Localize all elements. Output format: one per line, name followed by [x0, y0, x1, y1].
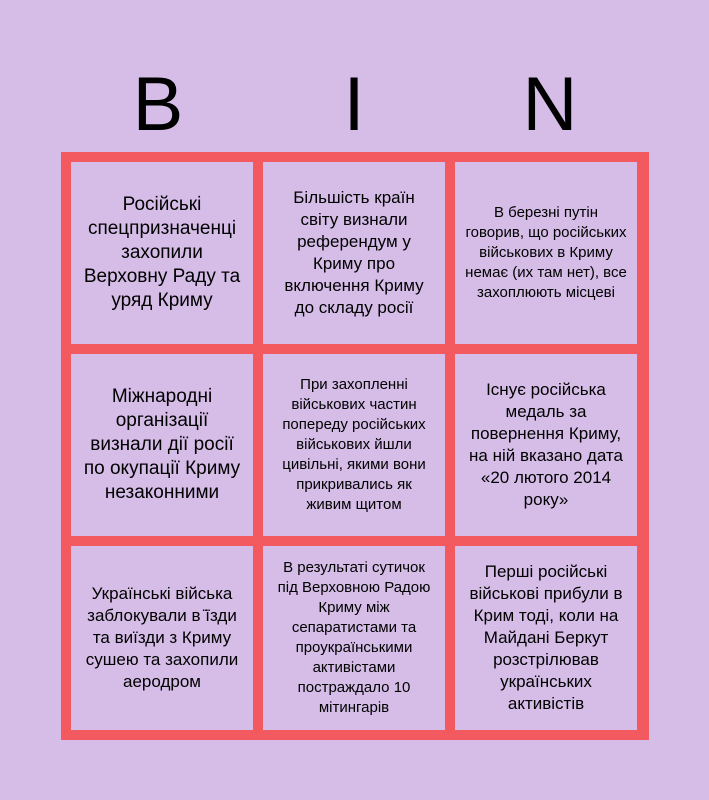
bingo-cell-5[interactable] — [263, 354, 445, 536]
bingo-cell-3[interactable] — [455, 162, 637, 344]
header-letter-b: B — [132, 62, 184, 147]
bingo-cell-text: Українські війська заблокували в ̈їзди та виїзди з Криму сушею та захопили аеродром — [85, 584, 239, 691]
bingo-cell-text: При захопленні військових частин попереду російських військових йшли цивільні, якими вони прикривались як живим щитом — [282, 376, 426, 513]
bingo-cell-text: Існує російська медаль за повернення Криму, на ній вказано дата «20 лютого 2014 року» — [469, 380, 623, 509]
bingo-cell-text: Російські спецпризначенці захопили Верховну Раду та уряд Криму — [83, 194, 241, 311]
bingo-cell-text: В березні путін говорив, що російських військових в Криму немає (их там нет), все захоплюють місцеві — [465, 204, 627, 301]
bingo-cell-6[interactable] — [455, 354, 637, 536]
bingo-cell-7[interactable] — [71, 546, 253, 730]
bingo-cell-9[interactable] — [455, 546, 637, 730]
bingo-cell-text: Перші російські військові прибули в Крим тоді, коли на Майдані Беркут розстрілював українських активістів — [469, 562, 623, 713]
bingo-board — [61, 152, 649, 740]
header-letter-i: I — [343, 62, 365, 147]
bingo-cell-text: В результаті сутичок під Верховною Радою Криму між сепаратистами та проукраїнськими активістами постраждало 10 мітингарів — [277, 559, 431, 716]
bingo-cell-2[interactable] — [263, 162, 445, 344]
bingo-cell-4[interactable] — [71, 354, 253, 536]
header-letter-n: N — [522, 62, 578, 147]
bingo-cell-8[interactable] — [263, 546, 445, 730]
bingo-cell-text: Більшість країн світу визнали референдум у Криму про включення Криму до складу росії — [284, 188, 424, 317]
bingo-cell-1[interactable] — [71, 162, 253, 344]
bingo-header — [60, 60, 648, 150]
bingo-cell-text: Міжнародні організації визнали дії росії по окупації Криму незаконними — [83, 386, 241, 503]
